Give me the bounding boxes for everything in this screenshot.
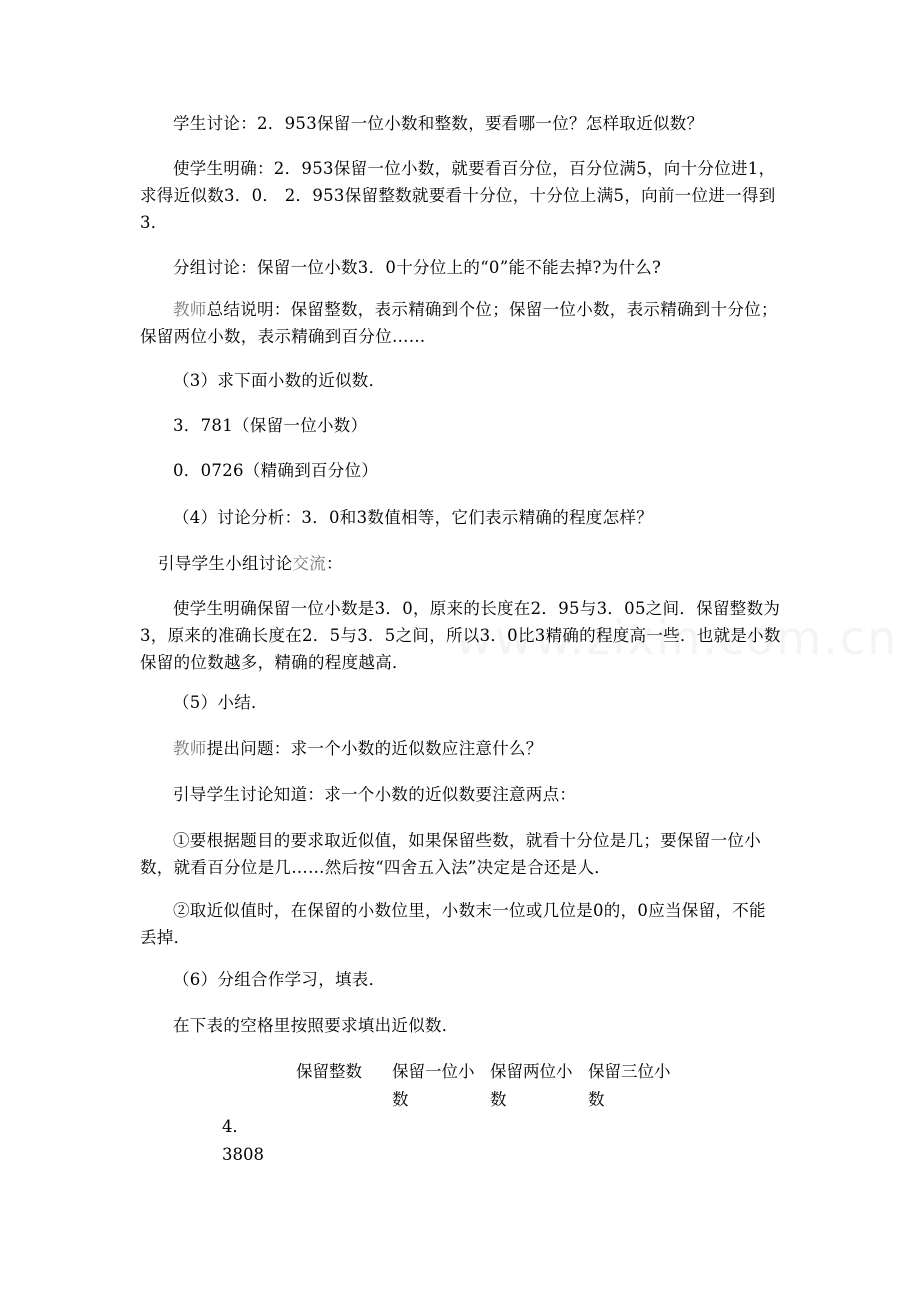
paragraph-exercise-1: 3．781（保留一位小数） [173, 416, 368, 435]
paragraph-teacher-question [140, 735, 782, 762]
paragraph-step-6: （6）分组合作学习，填表． [173, 970, 386, 989]
teacher-label: 教师 [173, 300, 207, 319]
paragraph-student-discussion: 学生讨论：2．953保留一位小数和整数，要看哪一位？怎样取近似数？ [173, 114, 704, 133]
paragraph-step-4: （4）讨论分析：3．0和3数值相等，它们表示精确的程度怎样？ [173, 508, 653, 527]
table-row-label: 4．3808 [222, 1117, 264, 1164]
exchange-link[interactable]: 交流 [292, 554, 327, 573]
paragraph-clarify-precision: 使学生明确保留一位小数是3．0，原来的长度在2．95与3．05之间．保留整数为3，原来的准确长度在2．5与3．5之间，所以3．0比3精确的程度高一些．也就是小数保留的位数越多，精确的程度越高． [140, 599, 781, 672]
paragraph-step-3: （3）求下面小数的近似数． [173, 371, 386, 390]
watermark [455, 611, 898, 665]
teacher-question-text: 提出问题：求一个小数的近似数应注意什么？ [206, 739, 543, 758]
table-header-one-decimal: 保留一位小数 [392, 1062, 475, 1109]
paragraph-teacher-summary [140, 296, 782, 350]
paragraph-point-2: ②取近似值时，在保留的小数位里，小数末一位或几位是0的，0应当保留，不能丢掉． [140, 901, 766, 947]
paragraph-point-1: ①要根据题目的要求取近似值，如果保留些数，就看十分位是几；要保留一位小数，就看百分位是几……然后按“四舍五入法”决定是合还是人． [140, 831, 761, 877]
paragraph-exercise-2: 0．0726（精确到百分位） [173, 461, 379, 480]
table-header-integer: 保留整数 [296, 1062, 362, 1081]
paragraph-clarify-rounding: 使学生明确：2．953保留一位小数，就要看百分位，百分位满5，向十分位进1，求得近似数3．0． 2．953保留整数就要看十分位，十分位上满5，向前一位进一得到3． [140, 159, 776, 232]
paragraph-step-5: （5）小结． [173, 693, 268, 712]
guide-group-text: 引导学生小组讨论 [158, 554, 293, 573]
paragraph-table-instruction: 在下表的空格里按照要求填出近似数． [173, 1016, 459, 1035]
paragraph-guide-group [158, 550, 800, 577]
table-header-three-decimals: 保留三位小数 [588, 1062, 671, 1109]
paragraph-group-discussion: 分组讨论：保留一位小数3．0十分位上的“0”能不能去掉?为什么? [173, 258, 662, 277]
guide-group-colon: ： [326, 554, 343, 573]
teacher-label: 教师 [173, 739, 207, 758]
paragraph-guide-discussion: 引导学生讨论知道：求一个小数的近似数要注意两点： [173, 785, 577, 804]
table-header-two-decimals: 保留两位小数 [490, 1062, 573, 1109]
teacher-summary-text: 总结说明：保留整数，表示精确到个位；保留一位小数，表示精确到十分位；保留两位小数，表示精确到百分位…… [140, 300, 778, 346]
